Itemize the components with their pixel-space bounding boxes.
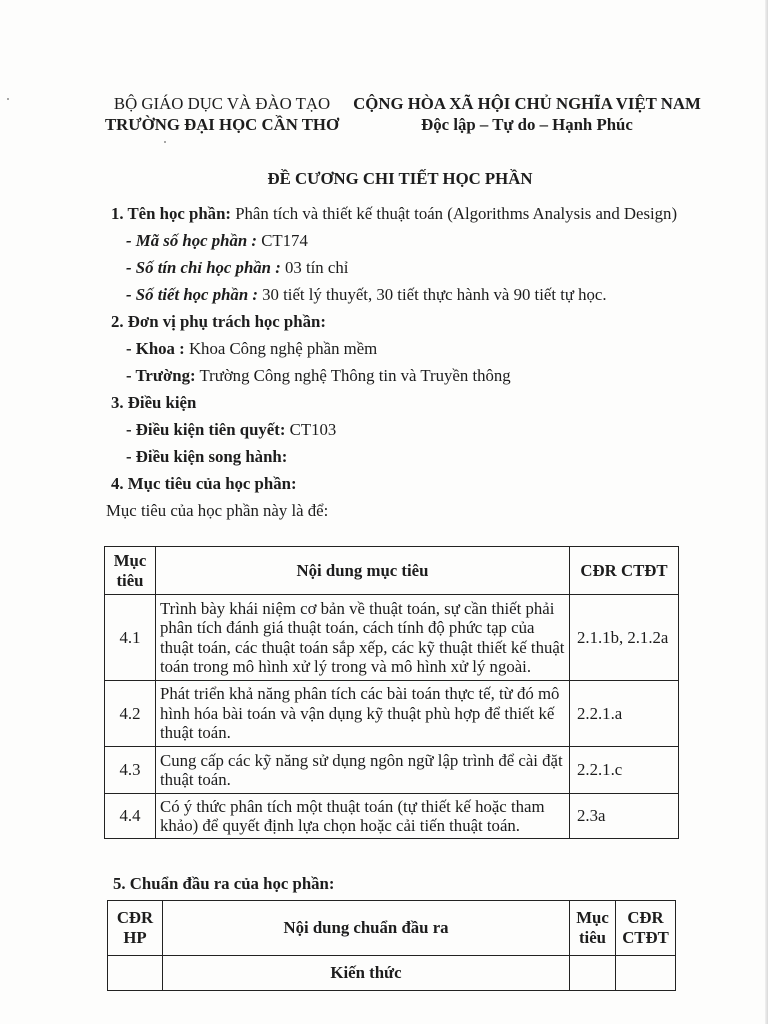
objective-id-cell [105,747,156,794]
objective-cdr-cell [570,747,679,794]
objective-id: 4.1 [119,627,141,647]
ministry-name: BỘ GIÁO DỤC VÀ ĐÀO TẠO [113,94,331,113]
outcomes-header-id: CĐR HP [116,908,154,947]
national-header [347,93,707,135]
national-motto: Độc lập – Tự do – Hạnh Phúc [421,115,633,134]
scan-speck [164,141,166,143]
outcomes-header-content-cell [163,901,570,956]
outcome-id-cell [108,956,163,991]
outcomes-header-objective-cell [570,901,616,956]
objective-cdr-cell [570,595,679,681]
prerequisite-line [126,416,336,443]
objective-id-cell [105,794,156,839]
outcomes-header-cdr: CĐR CTĐT [622,908,669,947]
periods-value: 30 tiết lý thuyết, 30 tiết thực hành và 90 tiết tự học. [262,285,607,304]
ministry-header [92,93,352,135]
section-3-heading: 3. Điều kiện [111,393,197,412]
course-name: Phân tích và thiết kế thuật toán (Algorithms Analysis and Design) [235,204,678,223]
objectives-header-content-cell [156,547,570,595]
objective-content: Có ý thức phân tích một thuật toán (tự thiết kế hoặc tham khảo) để quyết định lựa chọn hoặc cải tiến thuật toán. [160,796,545,835]
national-title: CỘNG HÒA XÃ HỘI CHỦ NGHĨA VIỆT NAM [353,94,701,113]
document-title: ĐỀ CƯƠNG CHI TIẾT HỌC PHẦN [267,169,533,188]
section-1-line [111,200,677,227]
objective-content-cell [156,681,570,747]
section-2-heading: 2. Đơn vị phụ trách học phần: [111,312,326,331]
objectives-header-id-cell [105,547,156,595]
school-line [126,362,511,389]
university-name: TRƯỜNG ĐẠI HỌC CẦN THƠ [104,115,340,134]
objective-cdr: 2.1.1b, 2.1.2a [577,627,669,647]
credits-label: - Số tín chỉ học phần : [126,258,281,277]
objective-content: Trình bày khái niệm cơ bản về thuật toán, sự cần thiết phải phân tích đánh giá thuật toán, cách tính độ phức tạp của thuật toán, các thuật toán sắp xếp, các kỹ thuật thiết kế thuật toán trong mô hình xử lý trong và mô hình xử lý ngoài. [160,598,565,676]
scan-speck [7,98,9,100]
objective-cdr-cell [570,794,679,839]
section-5-heading: 5. Chuẩn đầu ra của học phần: [113,874,335,893]
objective-id-cell [105,595,156,681]
objectives-header-id: Mục tiêu [113,551,147,590]
objectives-header-content: Nội dung mục tiêu [296,560,429,580]
outcome-group-label: Kiến thức [330,963,402,982]
faculty-label: - Khoa : [126,339,185,358]
corequisite-line [126,443,287,470]
objective-content: Phát triển khả năng phân tích các bài toán thực tế, từ đó mô hình hóa bài toán và vận dụng kỹ thuật phù hợp để thiết kế thuật toán. [160,684,560,743]
objective-cdr: 2.2.1.a [577,703,623,723]
prerequisite-value: CT103 [289,420,337,439]
corequisite-label: - Điều kiện song hành: [126,447,288,466]
objective-cdr-cell [570,681,679,747]
objectives-header-cdr: CĐR CTĐT [580,560,668,580]
section-4-intro: Mục tiêu của học phần này là để: [106,501,329,520]
outcome-objective-cell [570,956,616,991]
course-code-value: CT174 [261,231,308,250]
course-code-line [126,227,308,254]
objective-content-cell [156,794,570,839]
course-code-label: - Mã số học phần : [126,231,258,250]
outcomes-header-objective: Mục tiêu [576,908,609,947]
objectives-header-cdr-cell [570,547,679,595]
school-value: Trường Công nghệ Thông tin và Truyền thông [199,366,511,385]
school-label: - Trường: [126,366,196,385]
objective-id: 4.4 [119,806,141,826]
prerequisite-label: - Điều kiện tiên quyết: [126,420,286,439]
outcomes-table [107,900,676,991]
objective-id: 4.2 [119,703,141,723]
section-1-heading: 1. Tên học phần: [111,204,231,223]
objective-content: Cung cấp các kỹ năng sử dụng ngôn ngữ lập trình để cài đặt thuật toán. [160,750,563,789]
periods-label: - Số tiết học phần : [126,285,258,304]
credits-value: 03 tín chỉ [285,258,349,277]
objective-cdr: 2.2.1.c [577,760,623,780]
objectives-table [104,546,679,839]
objective-content-cell [156,747,570,794]
outcomes-header-content: Nội dung chuẩn đầu ra [283,918,449,937]
credits-line [126,254,348,281]
outcome-content-cell [163,956,570,991]
faculty-value: Khoa Công nghệ phần mềm [188,339,378,358]
periods-line [126,281,607,308]
objective-content-cell [156,595,570,681]
faculty-line [126,335,377,362]
objective-cdr: 2.3a [577,806,606,826]
section-4-heading: 4. Mục tiêu của học phần: [111,474,297,493]
objective-id: 4.3 [119,760,141,780]
outcomes-header-cdr-cell [616,901,676,956]
outcomes-header-id-cell [108,901,163,956]
objective-id-cell [105,681,156,747]
outcome-cdr-cell [616,956,676,991]
